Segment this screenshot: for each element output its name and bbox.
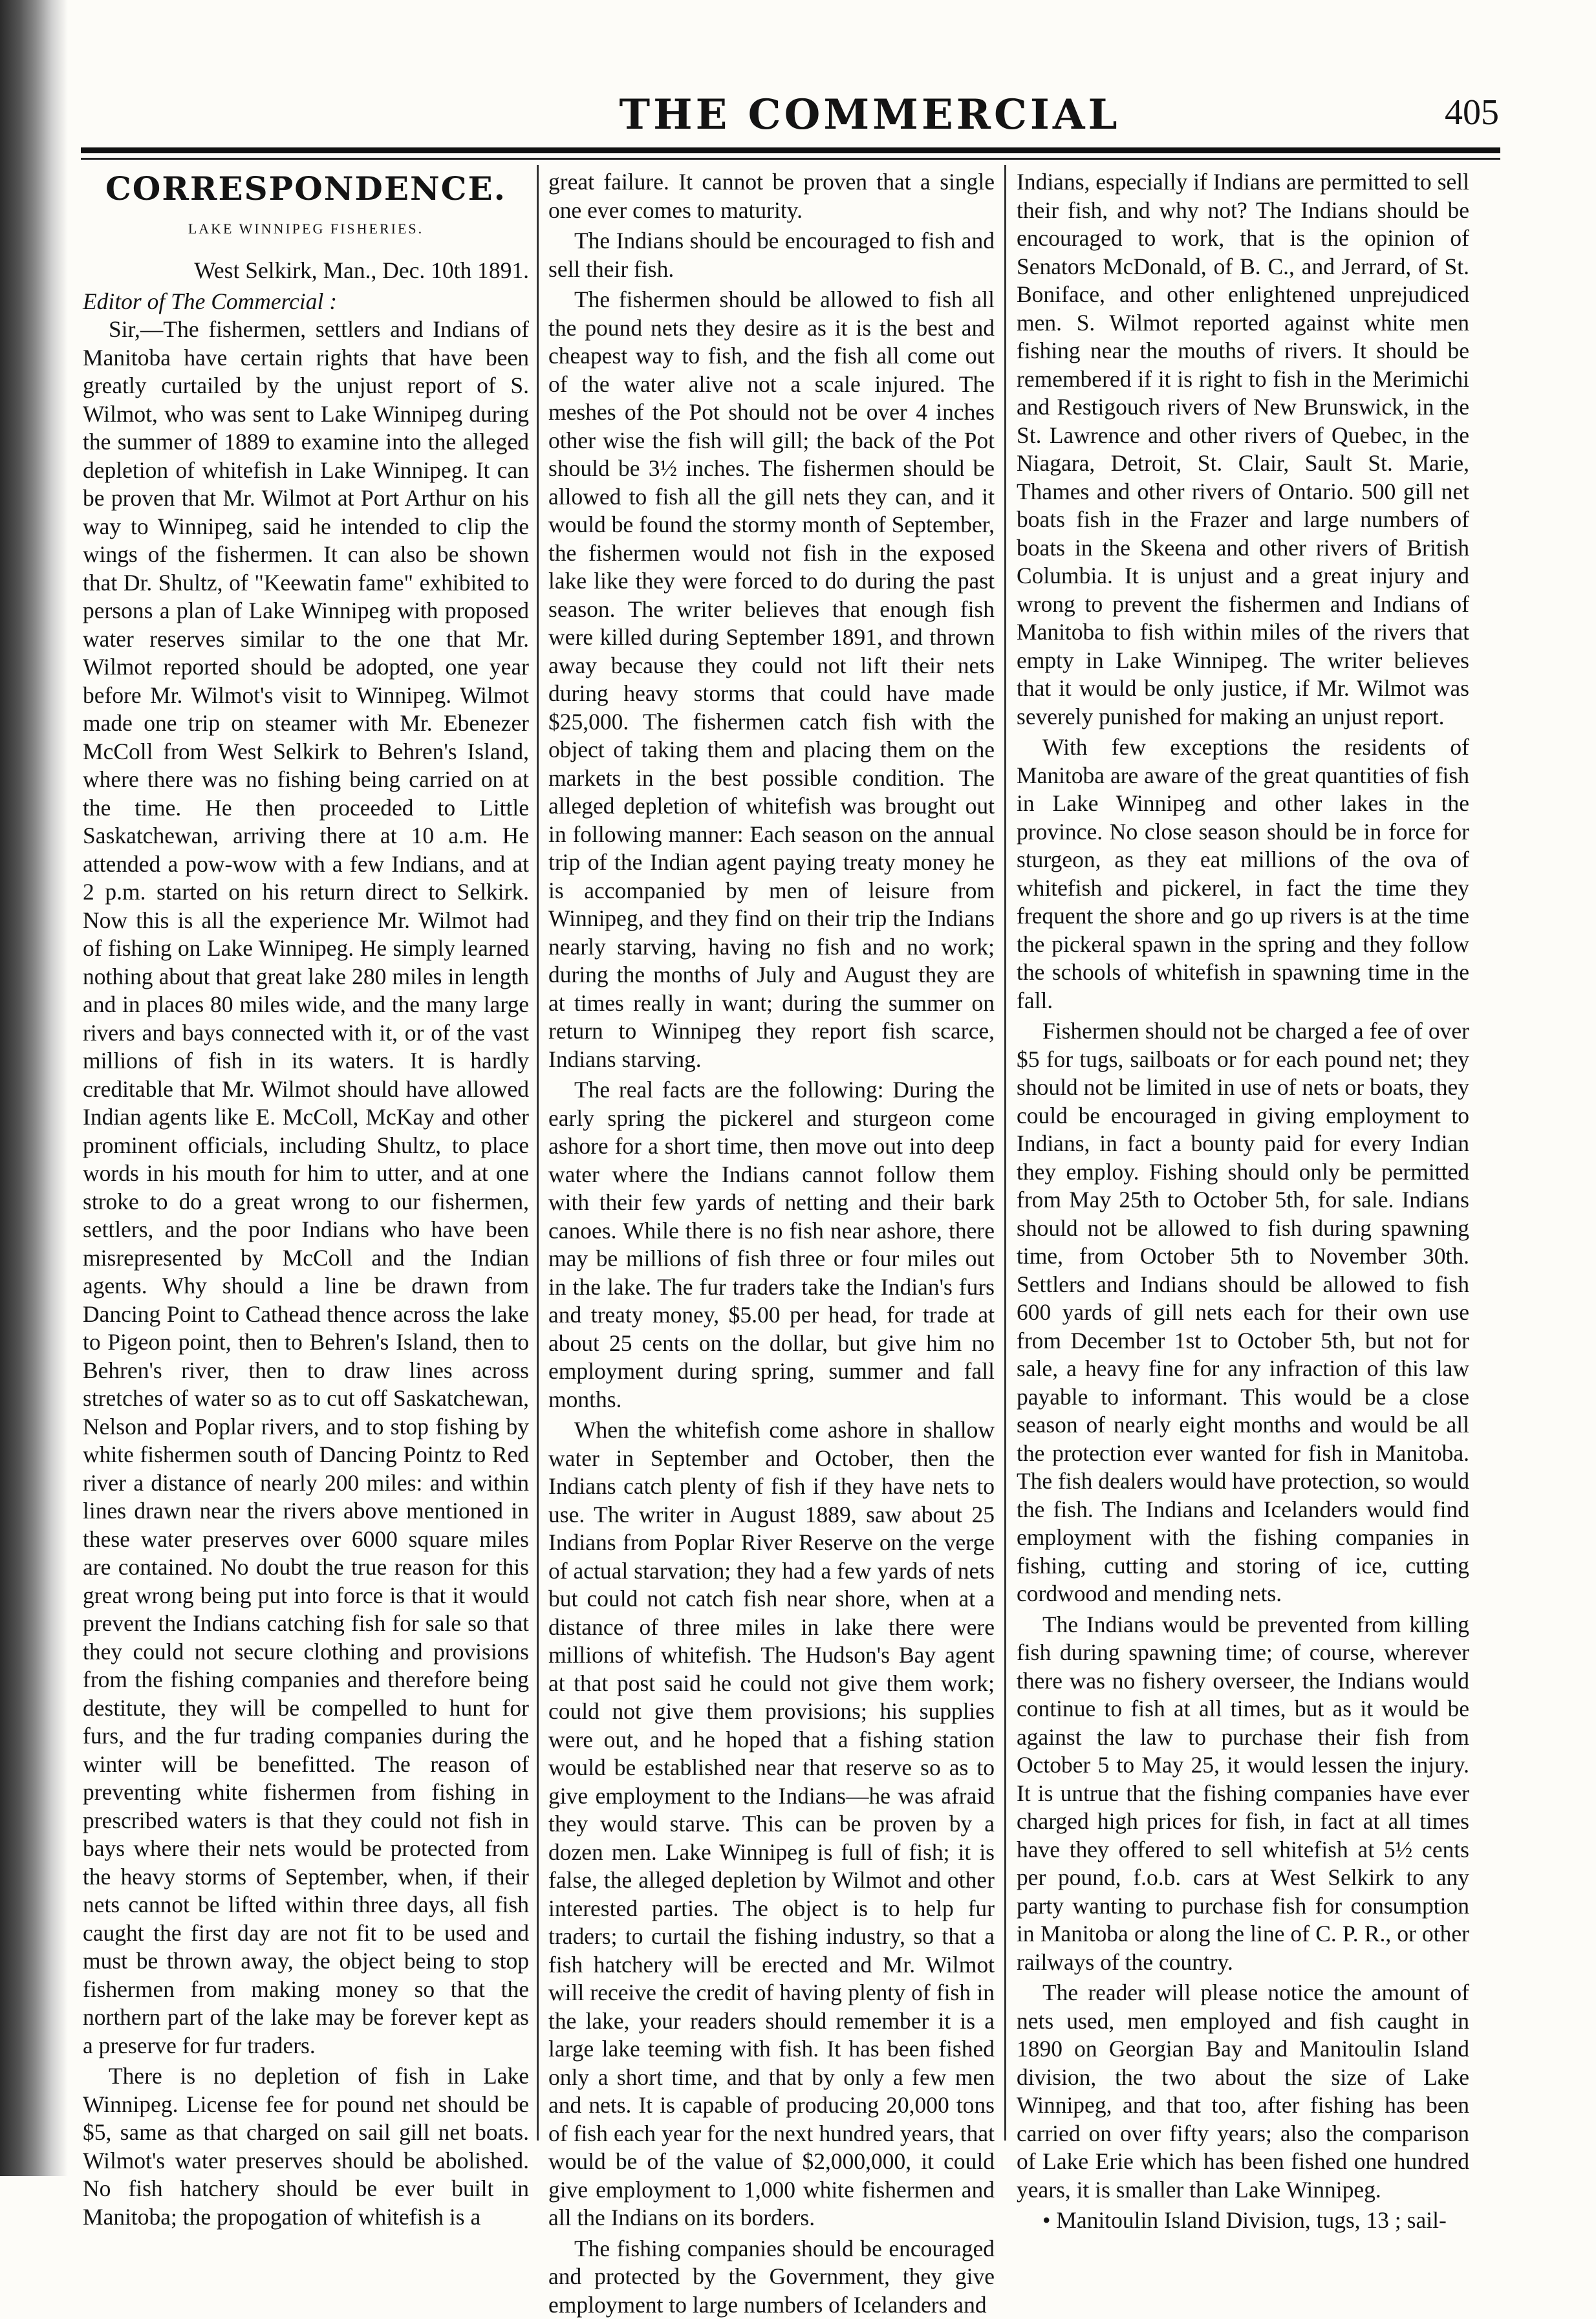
header-rule [81, 147, 1500, 153]
article-subheading: LAKE WINNIPEG FISHERIES. [83, 215, 529, 243]
column-divider-2 [1004, 165, 1006, 2141]
paragraph: great failure. It cannot be proven that a single one ever comes to maturity. [548, 168, 995, 224]
paragraph: The fishing companies should be encouraged and protected by the Government, they give employment to large numbers of Icelanders and [548, 2235, 995, 2319]
scan-shadow-edge [0, 0, 68, 2176]
dateline: West Selkirk, Man., Dec. 10th 1891. [83, 257, 529, 285]
paragraph: The Indians should be encouraged to fish and sell their fish. [548, 227, 995, 283]
paragraph: The Indians would be prevented from killing fish during spawning time; of course, wherever there was no fishery overseer, the Indians would continue to fish at all times, but as it would be against the law to purchase their fish from October 5 to May 25, it would lessen the injury. It is untrue that the fishing companies have ever charged high prices for fish, in fact at all times have they offered to sell whitefish at 5½ cents per pound, f.o.b. cars at West Selkirk to any party wanting to purchase fish for consumption in Manitoba or along the line of C. P. R., or other railways of the country. [1017, 1611, 1469, 1977]
paragraph: Fishermen should not be charged a fee of over $5 for tugs, sailboats or for each pound net; they should not be limited in use of nets or boats, they could be encouraged in giving employment to Indians, in fact a bounty paid for every Indian they employ. Fishing should only be permitted from May 25th to October 5th, for sale. Indians should not be allowed to fish during spawning time, from October 5th to November 30th. Settlers and Indians should be allowed to fish 600 yards of gill nets each for their own use from December 1st to October 5th, but not for sale, a heavy fine for any infraction of this law payable to informant. This would be a close season of nearly eight months and would be all the protection ever wanted for fish in Manitoba. The fish dealers would have protection, so would the fish. The Indians and Icelanders would find employment with the fishing companies in fishing, cutting and storing of ice, cutting cordwood and mending nets. [1017, 1017, 1469, 1608]
paragraph: There is no depletion of fish in Lake Winnipeg. License fee for pound net should be $5, same as that charged on sail gill net boats. Wilmot's water preserves should be abolished. No fish hatchery should be ever built in Manitoba; the propogation of whitefish is a [83, 2062, 529, 2231]
column-1 [83, 168, 529, 2141]
paragraph: The reader will please notice the amount of nets used, men employed and fish caught in 1890 on Georgian Bay and Manitoulin Island division, the two about the size of Lake Winnipeg, and that too, after fishing has been carried on over fifty years; also the comparison of Lake Erie which has been fished one hundred years, it is smaller than Lake Winnipeg. [1017, 1979, 1469, 2204]
paragraph: Indians, especially if Indians are permitted to sell their fish, and why not? The Indians should be encouraged to work, that is the opinion of Senators McDonald, of B. C., and Jerrard, of St. Boniface, and other enlightened unprejudiced men. S. Wilmot reported against white men fishing near the mouths of rivers. It should be remembered if it is right to fish in the Merimichi and Restigouch rivers of New Brunswick, in the St. Lawrence and other rivers of Quebec, in the Niagara, Detroit, St. Clair, Sault St. Marie, Thames and other rivers of Ontario. 500 gill net boats fish in the Frazer and large numbers of boats in the Skeena and other rivers of British Columbia. It is unjust and a great injury and wrong to prevent the fishermen and Indians of Manitoba to fish within miles of the rivers that empty in Lake Winnipeg. The writer believes that it would be only justice, if Mr. Wilmot was severely punished for making an unjust report. [1017, 168, 1469, 731]
paragraph: When the whitefish come ashore in shallow water in September and October, then the Indians catch plenty of fish if they have nets to use. The writer in August 1889, saw about 25 Indians from Poplar River Reserve on the verge of actual starvation; they had a few yards of nets but could not catch fish near shore, when at a distance of three miles in lake there were millions of whitefish. The Hudson's Bay agent at that post said he could not give them work; could not give them provisions; his supplies were out, and he hoped that a fishing station would be established near that reserve so as to give employment to the Indians—he was afraid they would starve. This can be proven by a dozen men. Lake Winnipeg is full of fish; it is false, the alleged depletion by Wilmot and other interested parties. The object is to help fur traders; to curtail the fishing industry, so that a fish hatchery will be erected and Mr. Wilmot will receive the credit of having plenty of fish in the lake, your readers should remember it is a large lake teeming with fish. It has been fished only a short time, and that by only a few men and nets. It is capable of producing 20,000 tons of fish each year for the next hundred years, that would be of the value of $2,000,000, it could give employment to 1,000 white fishermen and all the Indians on its borders. [548, 1416, 995, 2232]
section-heading: CORRESPONDENCE. [83, 175, 529, 203]
paragraph: • Manitoulin Island Division, tugs, 13 ; sail- [1017, 2206, 1469, 2235]
paragraph: The fishermen should be allowed to fish all the pound nets they desire as it is the best and cheapest way to fish, and the fish all come out of the water alive not a scale injured. The meshes of the Pot should not be over 4 inches other wise the fish will gill; the back of the Pot should be 3½ inches. The fishermen should be allowed to fish all the gill nets they can, and it would be found the stormy month of September, the fishermen would not fish in the exposed lake like they were forced to do during the past season. The writer believes that enough fish were killed during September 1891, and thrown away because they could not lift their nets during heavy storms that could have made $25,000. The fishermen catch fish with the object of taking them and placing them on the markets in the best possible condition. The alleged depletion of whitefish was brought out in following manner: Each season on the annual trip of the Indian agent paying treaty money he is accompanied by men of leisure from Winnipeg, and they find on their trip the Indians nearly starving, having no fish and no work; during the months of July and August they are at times really in want; during the summer on return to Winnipeg they report fish scarce, Indians starving. [548, 286, 995, 1073]
column-2 [548, 168, 995, 2141]
paragraph: With few exceptions the residents of Manitoba are aware of the great quantities of fish in Lake Winnipeg and other lakes in the province. No close season should be in force for sturgeon, as they eat millions of the ova of whitefish and pickerel, in fact the time they frequent the shore and go up rivers is at the time the pickeral spawn in the spring and they follow the schools of whitefish in spawning time in the fall. [1017, 733, 1469, 1015]
column-3 [1017, 168, 1469, 2141]
header-rule-thin [81, 158, 1500, 160]
column-divider-1 [537, 165, 539, 2141]
paragraph: Sir,—The fishermen, settlers and Indians of Manitoba have certain rights that have been greatly curtailed by the unjust report of S. Wilmot, who was sent to Lake Winnipeg during the summer of 1889 to examine into the alleged depletion of whitefish in Lake Winnipeg. It can be proven that Mr. Wilmot at Port Arthur on his way to Winnipeg, said he intended to clip the wings of the fishermen. It can also be shown that Dr. Shultz, of "Keewatin fame" exhibited to persons a plan of Lake Winnipeg with proposed water reserves similar to the one that Mr. Wilmot reported should be adopted, one year before Mr. Wilmot's visit to Winnipeg. Wilmot made one trip on steamer with Mr. Ebenezer McColl from West Selkirk to Behren's Island, where there was no fishing being carried on at the time. He then proceeded to Little Saskatchewan, arriving there at 10 a.m. He attended a pow-wow with a few Indians, and at 2 p.m. started on his return direct to Selkirk. Now this is all the experience Mr. Wilmot had of fishing on Lake Winnipeg. He simply learned nothing about that great lake 280 miles in length and in places 80 miles wide, and the many large rivers and bays connected with it, or of the vast millions of fish in its waters. It is hardly creditable that Mr. Wilmot should have allowed Indian agents like E. McColl, McKay and other prominent officials, including Shultz, to place words in his mouth for him to utter, and at one stroke to do a great wrong to our fishermen, settlers, and the poor Indians who have been misrepresented by McColl and the Indian agents. Why should a line be drawn from Dancing Point to Cathead thence across the lake to Pigeon point, then to Behren's Island, then to Behren's river, then to draw lines across stretches of water so as to cut off Saskatchewan, Nelson and Poplar rivers, and to stop fishing by white fishermen south of Dancing Pointz to Red river a distance of nearly 200 miles: and within lines drawn near the rivers above mentioned in these water preserves over 6000 square miles are contained. No doubt the true reason for this great wrong being put into force is that it would prevent the Indians catching fish for sale so that they could not secure clothing and provisions from the fishing companies and therefore being destitute, they will be compelled to hunt for furs, and the fur trading companies during the winter will be benefitted. The reason of preventing white fishermen from fishing in prescribed waters is that they could not fish in bays where their nets would be protected from the heavy storms of September, when, if their nets cannot be lifted within three days, all fish caught the first day are not fit to be used and must be thrown away, the object being to stop fishermen from making money so that the northern part of the lake may be forever kept as a preserve for fur traders. [83, 316, 529, 2060]
salutation: Editor of The Commercial : [83, 288, 529, 316]
page-number: 405 [1445, 92, 1499, 133]
masthead-title: THE COMMERCIAL [537, 91, 1203, 139]
paragraph: The real facts are the following: During the early spring the pickerel and sturgeon come ashore for a short time, then move out into deep water where the Indians cannot follow them with their few yards of netting and their bark canoes. While there is no fish near ashore, there may be millions of fish three or four miles out in the lake. The fur traders take the Indian's furs and treaty money, $5.00 per head, for trade at about 25 cents on the dollar, but give him no employment during spring, summer and fall months. [548, 1076, 995, 1414]
